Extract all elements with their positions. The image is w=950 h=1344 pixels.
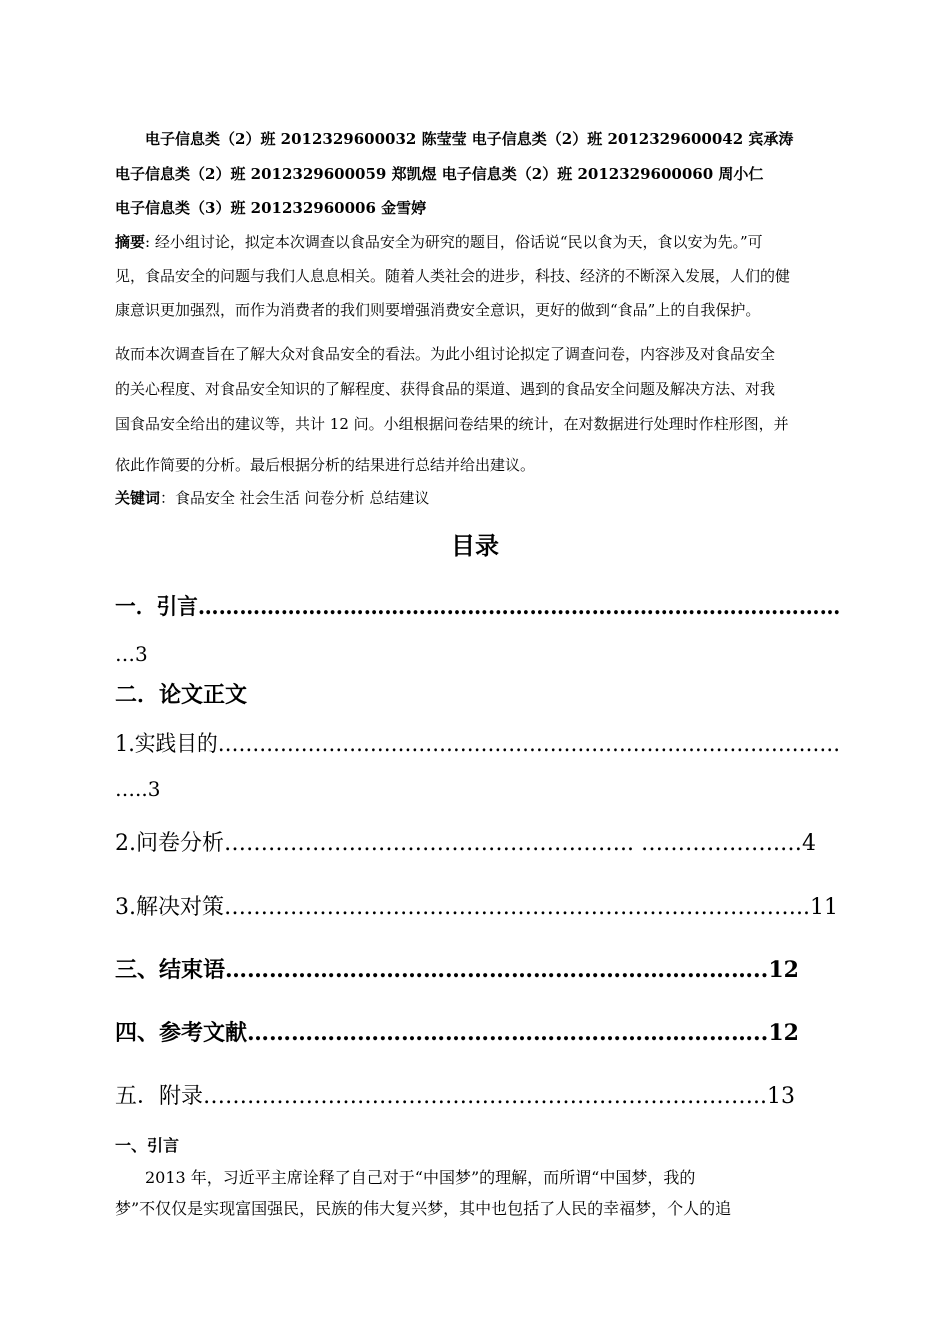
- abstract-line: 的关心程度、对食品安全知识的了解程度、获得食品的渠道、遇到的食品安全问题及解决方法、对我: [115, 380, 776, 398]
- toc-entry-body[interactable]: 二．论文正文: [115, 682, 248, 708]
- abstract-line: 摘要: 经小组讨论，拟定本次调查以食品安全为研究的题目，俗话说“民以食为天，食以安为先。”可: [115, 233, 763, 251]
- toc-entry-appendix[interactable]: 五．附录…………………………………………………………………..13: [115, 1084, 795, 1109]
- author-line-1: 电子信息类（2）班 2012329600032 陈莹莹 电子信息类（2）班 2012329600042 宾承涛: [145, 130, 794, 148]
- toc-page-number: …3: [115, 642, 148, 666]
- author-line-2: 电子信息类（2）班 2012329600059 郑凯煜 电子信息类（2）班 2012329600060 周小仁: [115, 165, 764, 183]
- keywords-label: 关键词: [115, 489, 161, 507]
- abstract-line: 见，食品安全的问题与我们人息息相关。随着人类社会的进步，科技、经济的不断深入发展，人们的健: [115, 267, 791, 285]
- author-line-3: 电子信息类（3）班 201232960006 金雪婷: [115, 199, 427, 217]
- keywords-line: 关键词：食品安全 社会生活 问卷分析 总结建议: [115, 489, 430, 507]
- toc-entry-solutions[interactable]: 3.解决对策……………………………………………………………………..11: [115, 895, 838, 920]
- abstract-line: 依此作简要的分析。最后根据分析的结果进行总结并给出建议。: [115, 456, 536, 474]
- toc-entry-purpose[interactable]: 1.实践目的………………………………………………………………………………: [115, 732, 841, 757]
- toc-entry-conclusion[interactable]: 三、结束语………………………………………………………………..12: [115, 957, 799, 983]
- toc-title: 目录: [451, 531, 499, 560]
- intro-line: 2013 年，习近平主席诠释了自己对于“中国梦”的理解，而所谓“中国梦，我的: [145, 1168, 696, 1187]
- abstract-line: 国食品安全给出的建议等，共计 12 问。小组根据问卷结果的统计，在对数据进行处理时作柱形图，并: [115, 415, 789, 433]
- toc-entry-survey[interactable]: 2.问卷分析……………………………………………….. ……………….…4: [115, 831, 816, 856]
- intro-heading: 一、引言: [115, 1136, 180, 1155]
- intro-line: 梦”不仅仅是实现富国强民，民族的伟大复兴梦，其中也包括了人民的幸福梦，个人的追: [115, 1199, 732, 1218]
- toc-entry-intro[interactable]: 一．引言…………………………………………………………………………………: [115, 594, 841, 620]
- toc-entry-references[interactable]: 四、参考文献……………………………………………………………..12: [115, 1020, 799, 1046]
- abstract-line: 康意识更加强烈，而作为消费者的我们则要增强消费安全意识，更好的做到“食品”上的自我保护。: [115, 301, 761, 319]
- abstract-label: 摘要: [115, 233, 146, 251]
- abstract-line: 故而本次调查旨在了解大众对食品安全的看法。为此小组讨论拟定了调查问卷，内容涉及对食品安全: [115, 345, 776, 363]
- toc-page-number: …..3: [115, 777, 161, 801]
